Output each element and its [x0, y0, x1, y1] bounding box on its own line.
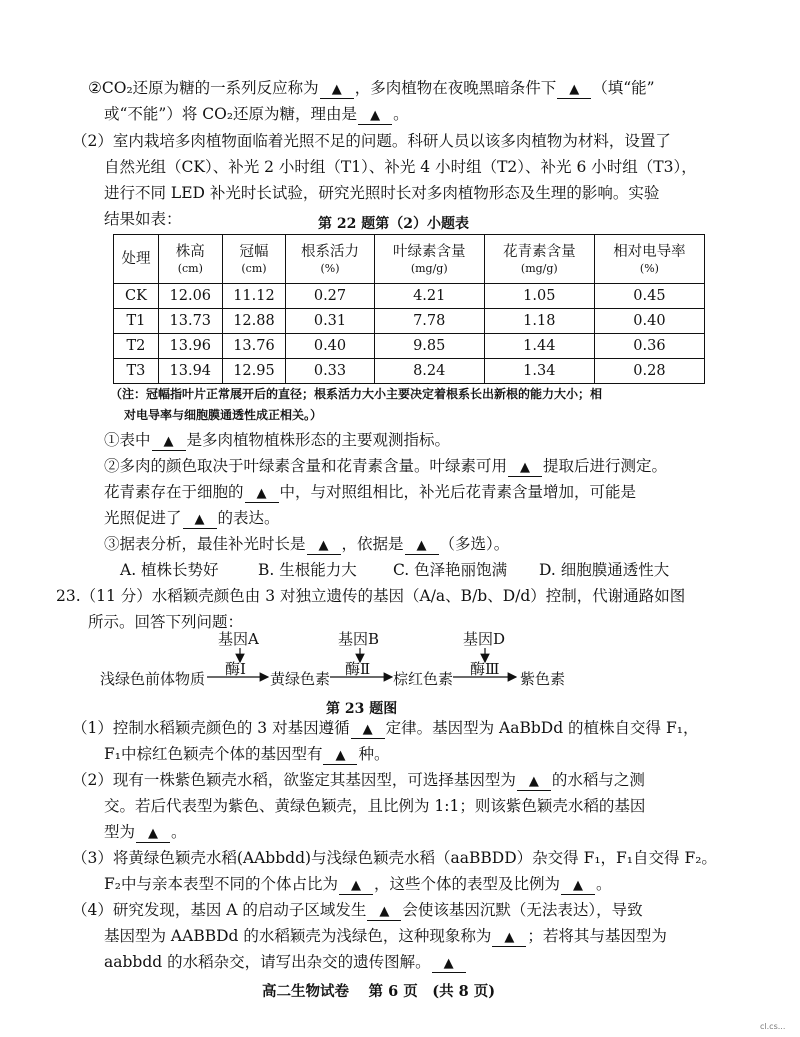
table-note-line-2: 对电导率与细胞膜通透性成正相关。） [124, 408, 323, 422]
table-row: CK 12.06 11.12 0.27 4.21 1.05 0.45 [114, 284, 705, 309]
q23-2-line-2: 交。若后代表型为紫色、黄绿色颖壳，且比例为 1:1；则该紫色颖壳水稻的基因 [104, 797, 646, 815]
figure-caption: 第 23 题图 [326, 701, 398, 717]
gene-a-label: 基因A [218, 630, 259, 648]
table-header-cell: 根系活力 (%) [286, 235, 374, 284]
q22-2-sub2-cont: 花青素存在于细胞的▲ 中，与对照组相比，补光后花青素含量增加，可能是 [104, 482, 636, 503]
q22-2-line-4: 结果如表： [104, 210, 182, 228]
answer-blank[interactable] [351, 722, 385, 739]
table-caption: 第 22 题第（2）小题表 [318, 216, 469, 232]
enzyme-2-label: 酶Ⅱ [345, 660, 371, 678]
gene-b-label: 基因B [338, 630, 380, 648]
answer-blank[interactable] [367, 904, 401, 921]
table-row: T1 13.73 12.88 0.31 7.78 1.18 0.40 [114, 309, 705, 334]
table-row: T3 13.94 12.95 0.33 8.24 1.34 0.28 [114, 359, 705, 384]
answer-blank[interactable] [561, 878, 595, 895]
q23-3-line-2: F₂中与亲本表型不同的个体占比为▲ ，这些个体的表型及比例为▲ 。 [104, 874, 612, 895]
answer-blank[interactable] [323, 748, 357, 765]
table-header-cell: 处理 [114, 235, 159, 284]
q23-4-line-2: 基因型为 AABBDd 的水稻颖壳为浅绿色，这种现象称为▲ ；若将其与基因型为 [104, 926, 667, 947]
q22-2-line-3: 进行不同 LED 补光时长试验，研究光照时长对多肉植物形态及生理的影响。实验 [104, 184, 660, 202]
gene-d-label: 基因D [463, 630, 506, 648]
q22-2-line-1: （2）室内栽培多肉植物面临着光照不足的问题。科研人员以该多肉植物为材料，设置了 [72, 132, 671, 150]
table-header-cell: 冠幅 (cm) [222, 235, 286, 284]
q23-stem-line-2: 所示。回答下列问题： [88, 613, 244, 631]
q23-1-line-1: （1）控制水稻颖壳颜色的 3 对基因遵循▲ 定律。基因型为 AaBbDd 的植株自交得 F₁， [72, 718, 698, 739]
table-header-cell: 株高 (cm) [158, 235, 222, 284]
precursor-node: 浅绿色前体物质 [100, 670, 206, 688]
page-footer: 高二生物试卷 第 6 页 (共 8 页) [262, 983, 496, 1000]
q22-1-line-1: ②CO₂还原为糖的一系列反应称为▲ ，多肉植物在夜晚黑暗条件下▲ （填“能” [88, 78, 655, 99]
q23-4-line-3: aabbdd 的水稻杂交，请写出杂交的遗传图解。▲ [104, 952, 467, 973]
yellow-green-pigment-node: 黄绿色素 [270, 670, 331, 688]
answer-blank[interactable] [517, 774, 551, 791]
answer-blank[interactable] [136, 826, 170, 843]
q22-2-sub2: ②多肉的颜色取决于叶绿素含量和花青素含量。叶绿素可用▲ 提取后进行测定。 [104, 456, 667, 477]
q23-1-line-2: F₁中棕红色颖壳个体的基因型有▲ 种。 [104, 744, 390, 765]
q22-2-line-2: 自然光组（CK）、补光 2 小时组（T1）、补光 4 小时组（T2）、补光 6 小时组（T3）， [104, 158, 697, 176]
q23-3-line-1: （3）将黄绿色颖壳水稻(AAbbdd)与浅绿色颖壳水稻（aaBBDD）杂交得 F₁，F₁自交得 F₂。 [72, 849, 717, 867]
q23-stem-line-1: 23.（11 分）水稻颖壳颜色由 3 对独立遗传的基因（A/a、B/b、D/d）控制，代谢通路如图 [56, 587, 686, 605]
q22-2-sub3: ③据表分析，最佳补光时长是▲ ，依据是▲ （多选）。 [104, 534, 509, 555]
q23-4-line-1: （4）研究发现，基因 A 的启动子区域发生▲ 会使该基因沉默（无法表达），导致 [72, 900, 643, 921]
answer-blank[interactable] [432, 956, 466, 973]
answer-blank[interactable] [339, 878, 373, 895]
purple-pigment-node: 紫色素 [520, 670, 566, 688]
option-c: C. 色泽艳丽饱满 [393, 561, 508, 579]
option-a: A. 植株长势好 [120, 561, 219, 579]
enzyme-1-label: 酶Ⅰ [225, 660, 246, 678]
q22-2-sub1: ①表中▲ 是多肉植物植株形态的主要观测指标。 [104, 430, 450, 451]
table-row: T2 13.96 13.76 0.40 9.85 1.44 0.36 [114, 334, 705, 359]
q22-2-sub2-end: 光照促进了▲ 的表达。 [104, 508, 280, 529]
option-d: D. 细胞膜通透性大 [539, 561, 670, 579]
watermark: cl.cs... [760, 1022, 786, 1031]
table-note-line-1: （注：冠幅指叶片正常展开后的直径；根系活力大小主要决定着根系长出新根的能力大小；相 [110, 387, 603, 401]
table-header-cell: 相对电导率 (%) [594, 235, 704, 284]
table-header-cell: 叶绿素含量 (mg/g) [374, 235, 484, 284]
brown-red-pigment-node: 棕红色素 [393, 670, 454, 688]
table-header-cell: 花青素含量 (mg/g) [484, 235, 594, 284]
q23-2-line-3: 型为▲ 。 [104, 822, 187, 843]
q23-2-line-1: （2）现有一株紫色颖壳水稻，欲鉴定其基因型，可选择基因型为▲ 的水稻与之测 [72, 770, 645, 791]
q22-1-line-2: 或“不能”）将 CO₂还原为糖，理由是▲ 。 [104, 104, 409, 125]
answer-blank[interactable] [492, 930, 526, 947]
enzyme-3-label: 酶Ⅲ [470, 660, 500, 678]
option-b: B. 生根能力大 [258, 561, 357, 579]
